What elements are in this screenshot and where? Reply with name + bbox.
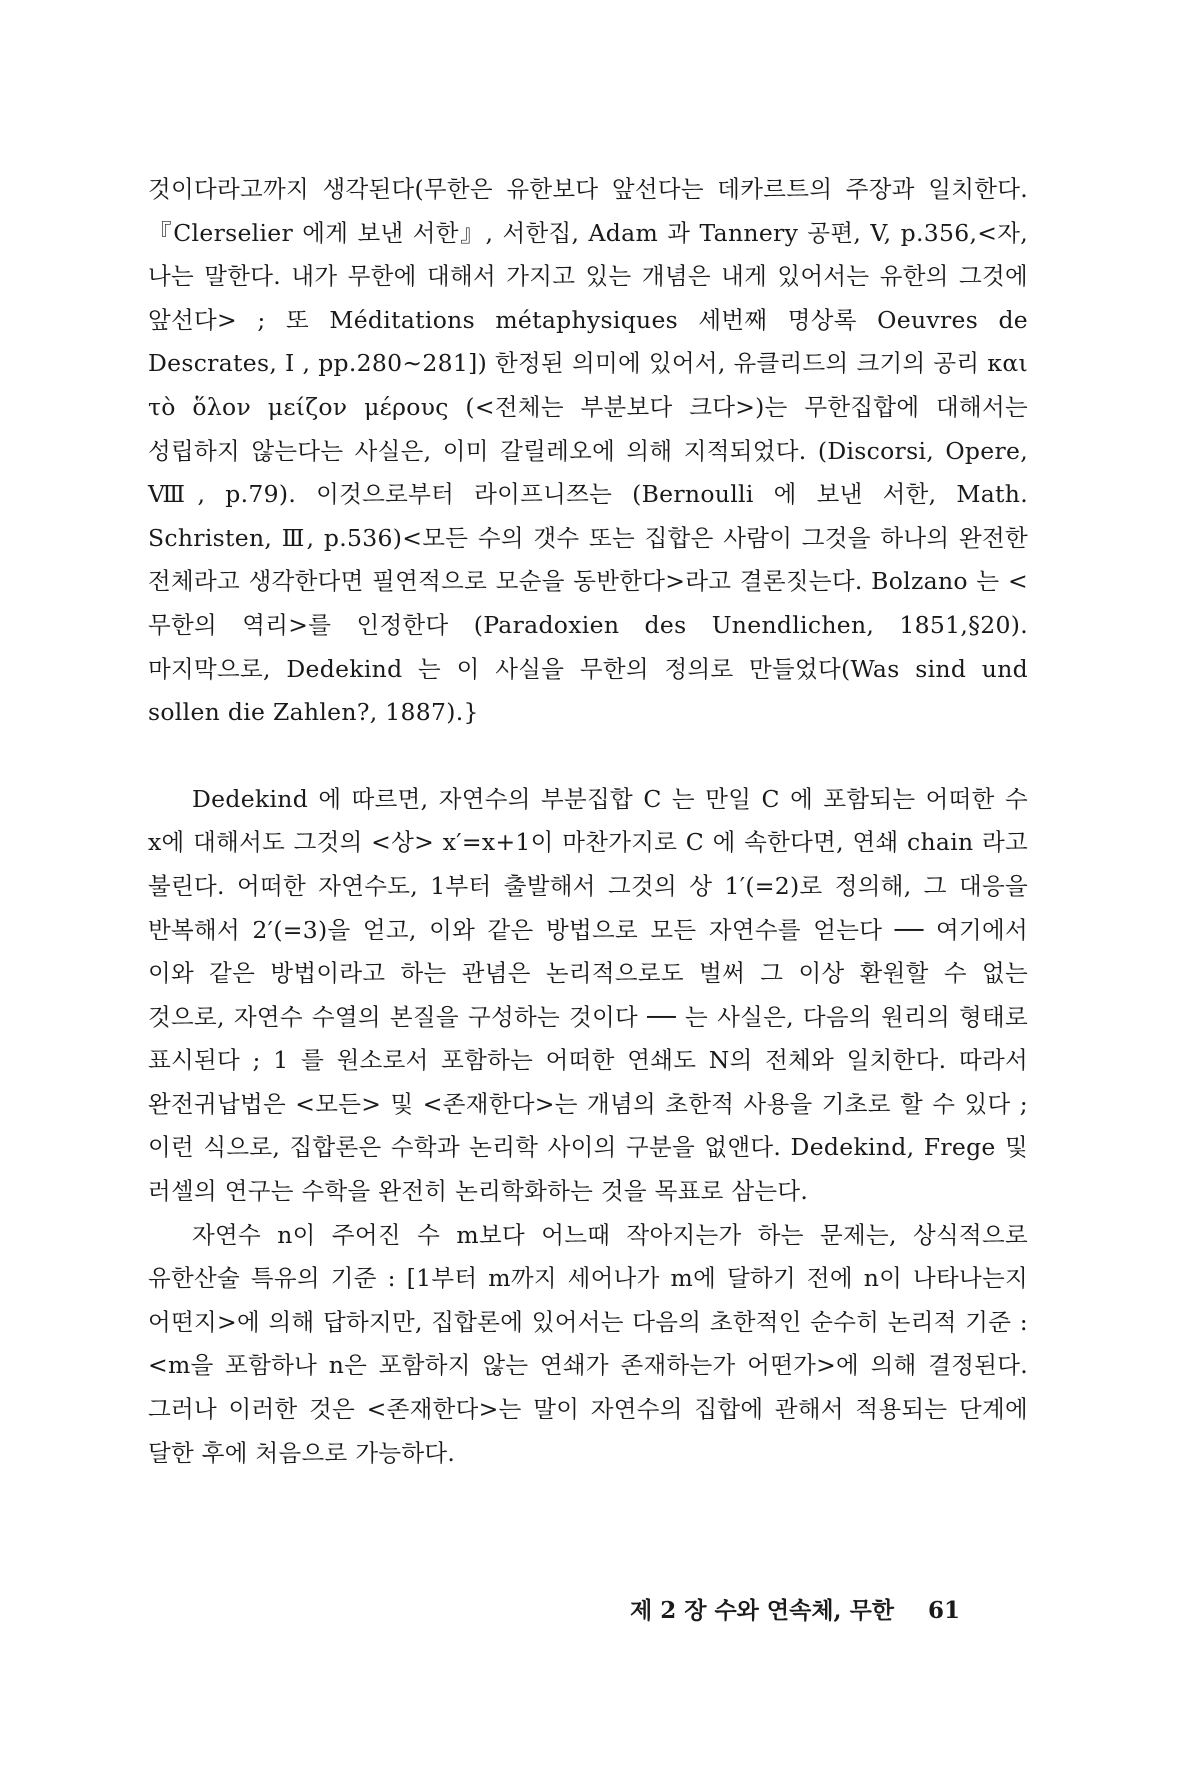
page-footer — [630, 1592, 1000, 1625]
paragraph-3: 자연수 n이 주어진 수 m보다 어느때 작아지는가 하는 문제는, 상식적으로 유한산술 특유의 기준 : [1부터 m까지 세어나가 m에 달하기 전에 n이 나타나는지 어떤지>에 의해 답하지만, 집합론에 있어서는 다음의 초한적인 순수히 논리적 기준 : <m을 포함하나 n은 포함하지 않는 연쇄가 존재하는가 어떤가>에 의해 결정된다. 그러나 이러한 것은 <존재한다>는 말이 자연수의 집합에 관해서 적용되는 단계에 달한 후에 처음으로 가능하다. — [148, 1220, 1028, 1467]
chapter-title: 제 2 장 수와 연속체, 무한 — [630, 1597, 895, 1624]
page-body — [148, 168, 1028, 1475]
page-number: 61 — [928, 1597, 961, 1624]
paragraph-2: Dedekind 에 따르면, 자연수의 부분집합 C 는 만일 C 에 포함되는 어떠한 수 x에 대해서도 그것의 <상> x′=x+1이 마찬가지로 C 에 속한다면, 연쇄 chain 라고 불린다. 어떠한 자연수도, 1부터 출발해서 그것의 상 1′(=2)로 정의해, 그 대응을 반복해서 2′(=3)을 얻고, 이와 같은 방법으로 모든 자연수를 얻는다 ── 여기에서 이와 같은 방법이라고 하는 관념은 논리적으로도 벌써 그 이상 환원할 수 없는 것으로, 자연수 수열의 본질을 구성하는 것이다 ── 는 사실은, 다음의 원리의 형태로 표시된다 ; 1 를 원소로서 포함하는 어떠한 연쇄도 N의 전체와 일치한다. 따라서 완전귀납법은 <모든> 및 <존재한다>는 개념의 초한적 사용을 기초로 할 수 있다 ; 이런 식으로, 집합론은 수학과 논리학 사이의 구분을 없앤다. Dedekind, Frege 및 러셀의 연구는 수학을 완전히 논리학화하는 것을 목표로 삼는다. — [148, 784, 1028, 1206]
paragraph-1: 것이다라고까지 생각된다(무한은 유한보다 앞선다는 데카르트의 주장과 일치한다. 『Clerselier 에게 보낸 서한』, 서한집, Adam 과 Tannery 공편, V, p.356,<자, 나는 말한다. 내가 무한에 대해서 가지고 있는 개념은 내게 있어서는 유한의 그것에 앞선다> ; 또 Méditations métaphysiques 세번째 명상록 Oeuvres de Descrates, I , pp.280∼281]) 한정된 의미에 있어서, 유클리드의 크기의 공리 και τὸ ὅλον μείζον μέρους (<전체는 부분보다 크다>)는 무한집합에 대해서는 성립하지 않는다는 사실은, 이미 갈릴레오에 의해 지적되었다. (Discorsi, Opere, Ⅷ, p.79). 이것으로부터 라이프니쯔는 (Bernoulli 에 보낸 서한, Math. Schristen, Ⅲ, p.536)<모든 수의 갯수 또는 집합은 사람이 그것을 하나의 완전한 전체라고 생각한다면 필연적으로 모순을 동반한다>라고 결론짓는다. Bolzano 는 <무한의 역리>를 인정한다 (Paradoxien des Unendlichen, 1851,§20). 마지막으로, Dedekind 는 이 사실을 무한의 정의로 만들었다(Was sind und sollen die Zahlen?, 1887).} — [148, 175, 1028, 727]
